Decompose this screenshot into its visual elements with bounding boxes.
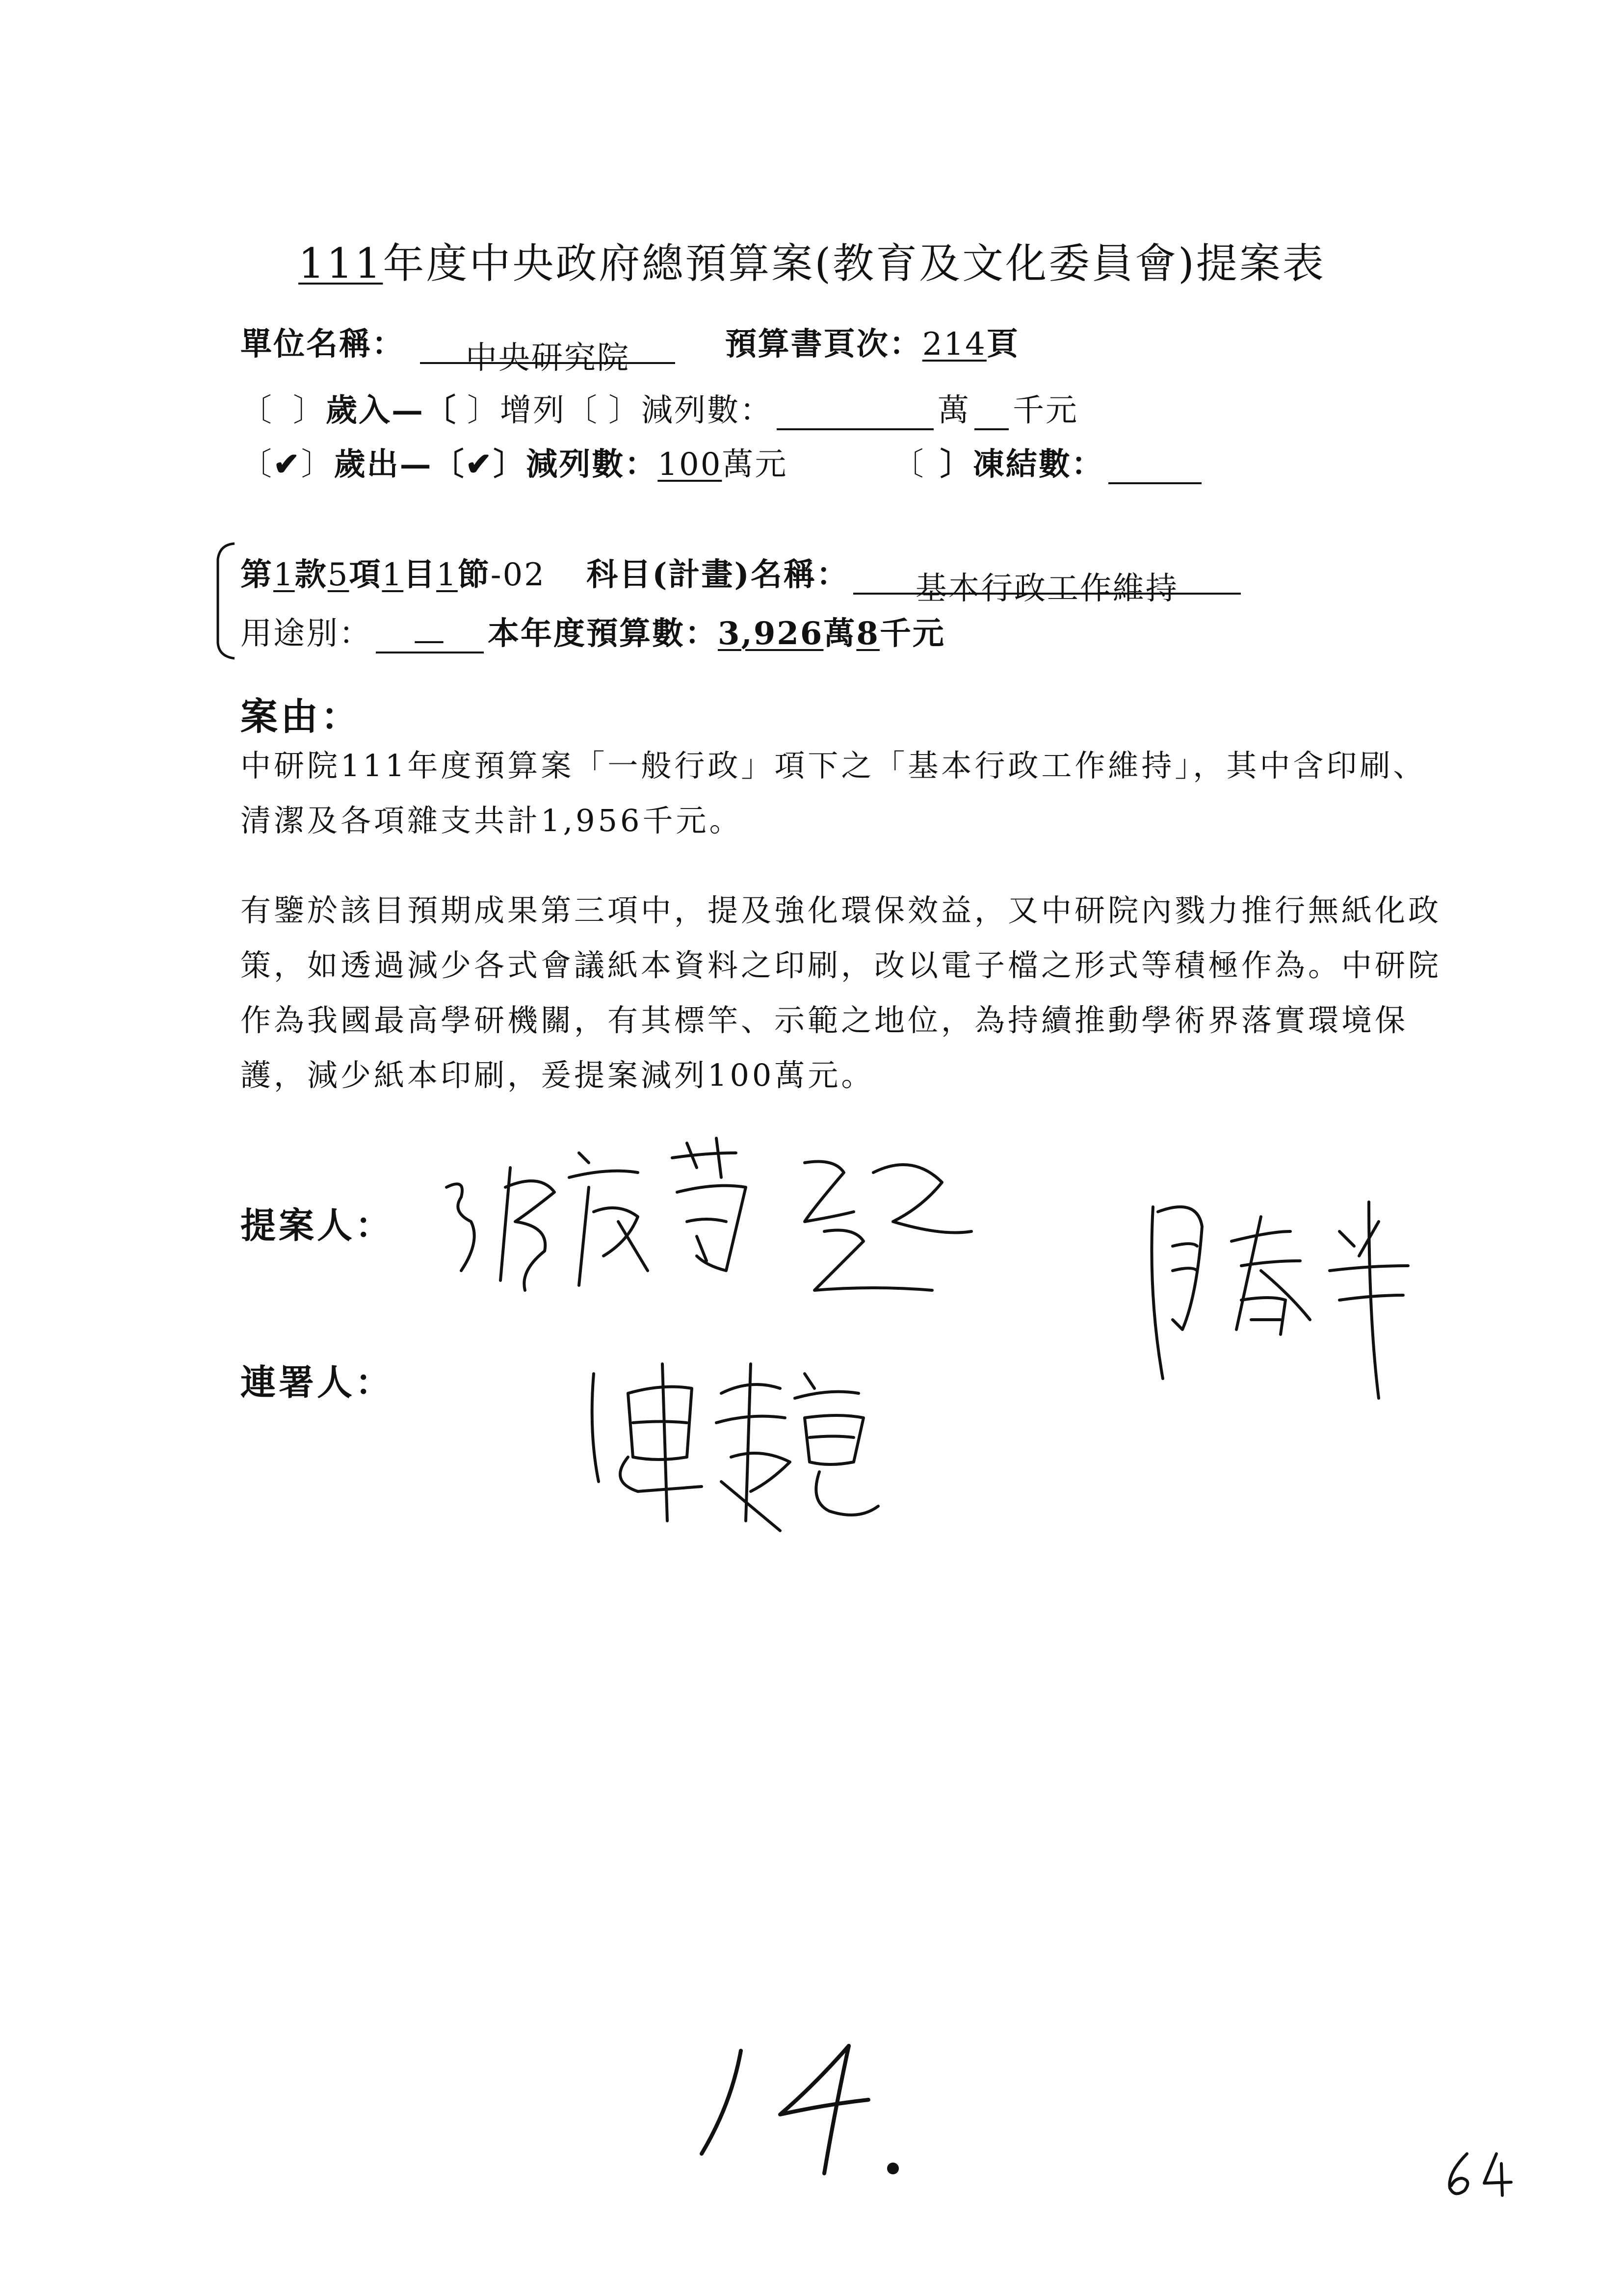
- income-amount: [777, 399, 934, 430]
- subject-bracket: [211, 540, 240, 662]
- usage-label: 用途別：: [240, 616, 372, 652]
- income-open: 〔: [240, 392, 273, 429]
- income-cut-label: 〕減列數：: [608, 392, 773, 429]
- handwritten-page-number: [1438, 2144, 1521, 2203]
- expense-cut-label: 〕減列數：: [493, 446, 658, 483]
- unit-value: 中央研究院: [420, 333, 675, 364]
- expense-cut-check: ✔: [465, 446, 494, 483]
- income-suffix: 千元: [1013, 392, 1078, 429]
- subject-jie-label: 節: [457, 556, 491, 593]
- subject-kuan: 1: [273, 557, 295, 593]
- signature-cosigner: [574, 1334, 893, 1540]
- subject-xiang-label: 項: [349, 556, 382, 593]
- subject-mu: 1: [382, 557, 404, 593]
- income-wan: 萬: [938, 392, 970, 429]
- page-value: 214: [922, 326, 987, 363]
- reason-paragraph-2: 有鑒於該目預期成果第三項中，提及強化環保效益，又中研院內戮力推行無紙化政策，如透過減少各式會議紙本資料之印刷，改以電子檔之形式等積極作為。中研院作為我國最高學研機關，有其標竿、示範之地位，為持續推動學術界落實環境保護，減少紙本印刷，爰提案減列100萬元。: [240, 892, 1442, 1093]
- budget-wan: 萬: [823, 615, 857, 652]
- expense-open: 〔: [240, 446, 273, 483]
- subject-jie: 1: [436, 557, 458, 593]
- subject-mu-label: 目: [403, 556, 437, 593]
- signature-proposer-1: [432, 1123, 1045, 1330]
- expense-amount: 100: [657, 446, 722, 483]
- title-year: 111: [298, 239, 383, 287]
- subject-kuan-label: 款: [294, 556, 328, 593]
- expense-label: 歲出—〔: [334, 446, 466, 483]
- reason-paragraph-1: 中研院111年度預算案「一般行政」項下之「基本行政工作維持」，其中含印刷、清潔及各項雜支共計1,956千元。: [240, 748, 1427, 838]
- freeze-value: [1108, 453, 1202, 484]
- budget-label: 本年度預算數：: [488, 615, 718, 652]
- freeze-label: 〕凍結數：: [940, 446, 1104, 483]
- page-label: 預算書頁次：: [725, 326, 922, 363]
- income-thousand-blank: [974, 399, 1009, 430]
- expense-close: 〕: [301, 446, 334, 483]
- proposer-label: 提案人：: [240, 1204, 394, 1246]
- income-label: 歲入—〔: [326, 392, 457, 429]
- income-close: 〕: [293, 392, 326, 429]
- signature-proposer-2: [1124, 1173, 1438, 1408]
- income-add-label: 〕增列〔: [467, 392, 599, 429]
- income-row: [240, 385, 1078, 430]
- expense-row: [240, 439, 1205, 484]
- unit-row: [240, 319, 1020, 376]
- subject-name-label: 科目(計畫)名稱：: [586, 556, 849, 593]
- expense-wan-yuan: 萬元: [722, 446, 788, 483]
- expense-check: ✔: [273, 446, 301, 483]
- subject-name-value: 基本行政工作維持: [853, 563, 1241, 595]
- usage-row: [240, 608, 945, 658]
- budget-value: 3,926: [718, 615, 824, 652]
- subject-code: -02: [490, 557, 546, 593]
- unit-label: 單位名稱：: [240, 326, 405, 363]
- subject-row: [240, 549, 1245, 607]
- form-title: [0, 231, 1624, 290]
- budget-thousand: 8: [856, 615, 880, 652]
- reason-heading: 案由：: [240, 695, 361, 738]
- usage-value: —: [376, 622, 484, 653]
- subject-di: 第: [240, 556, 273, 593]
- cosigner-label: 連署人：: [240, 1361, 394, 1403]
- budget-suffix: 千元: [879, 615, 945, 652]
- page-suffix: 頁: [986, 326, 1020, 363]
- title-text: 年度中央政府總預算案(教育及文化委員會)提案表: [383, 239, 1326, 287]
- subject-xiang: 5: [327, 557, 349, 593]
- handwritten-item-number: [687, 2031, 942, 2188]
- freeze-open: 〔: [892, 446, 925, 483]
